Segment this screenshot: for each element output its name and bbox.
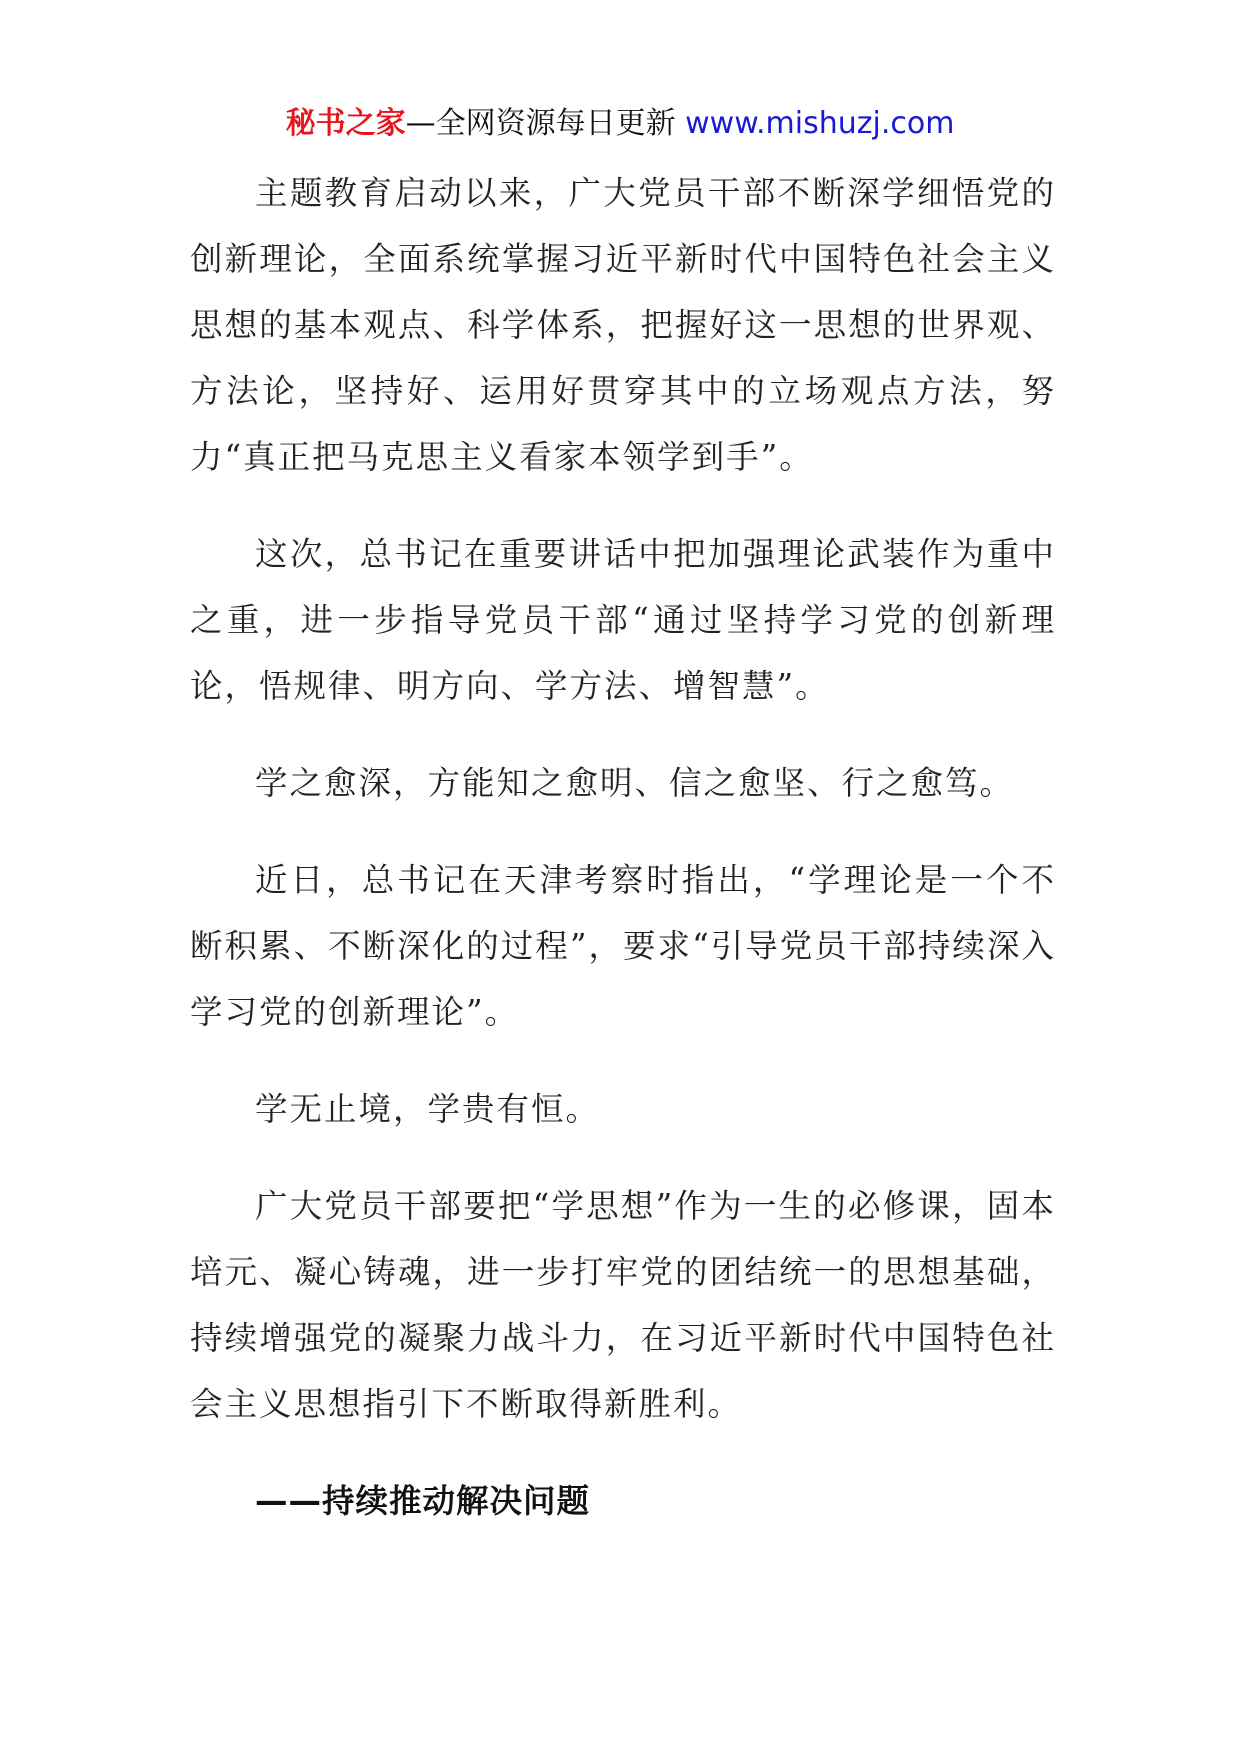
paragraph: 这次，总书记在重要讲话中把加强理论武装作为重中之重，进一步指导党员干部“通过坚持学习党的创新理论，悟规律、明方向、学方法、增智慧”。 xyxy=(190,535,1056,705)
paragraph: 广大党员干部要把“学思想”作为一生的必修课，固本培元、凝心铸魂，进一步打牢党的团结统一的思想基础，持续增强党的凝聚力战斗力，在习近平新时代中国特色社会主义思想指引下不断取得新胜利。 xyxy=(190,1187,1056,1423)
paragraph: 学无止境，学贵有恒。 xyxy=(255,1090,601,1128)
site-url-link[interactable]: www.mishuzj.com xyxy=(685,106,955,141)
section-subheading: ——持续推动解决问题 xyxy=(255,1482,591,1520)
paragraph: 主题教育启动以来，广大党员干部不断深学细悟党的创新理论，全面系统掌握习近平新时代中国特色社会主义思想的基本观点、科学体系，把握好这一思想的世界观、方法论，坚持好、运用好贯穿其中的立场观点方法，努力“真正把马克思主义看家本领学到手”。 xyxy=(190,174,1056,476)
site-header xyxy=(0,104,1240,144)
article-body xyxy=(190,160,1056,1534)
paragraph: 近日，总书记在天津考察时指出，“学理论是一个不断积累、不断深化的过程”，要求“引导党员干部持续深入学习党的创新理论”。 xyxy=(190,861,1056,1031)
site-tagline: —全网资源每日更新 xyxy=(405,106,686,141)
site-brand: 秘书之家 xyxy=(285,106,406,141)
paragraph: 学之愈深，方能知之愈明、信之愈坚、行之愈笃。 xyxy=(255,764,1015,802)
